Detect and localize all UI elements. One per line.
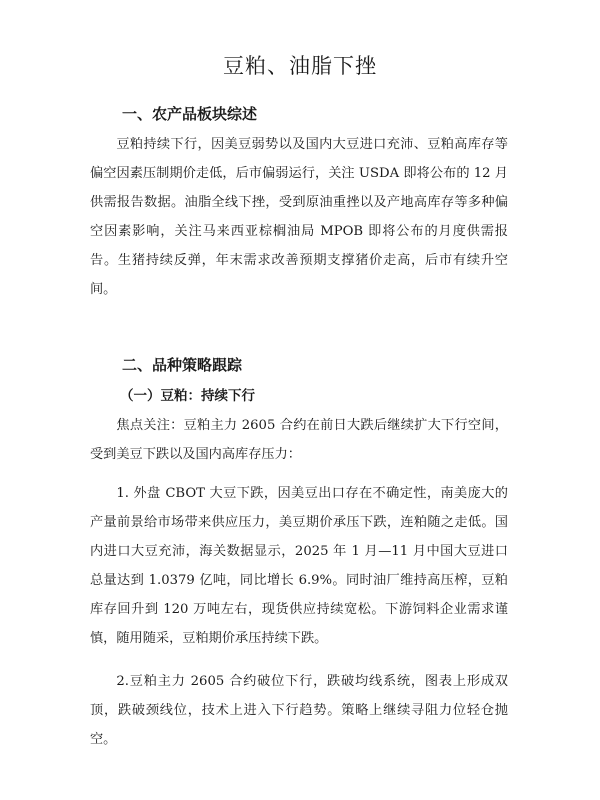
document-title: 豆粕、油脂下挫	[223, 54, 377, 78]
point-1-paragraph: 1. 外盘 CBOT 大豆下跌，因美豆出口存在不确定性，南美庞大的产量前景给市场带来供应压力，美豆期价承压下跌，连粕随之走低。国内进口大豆充沛，海关数据显示，2025 年 1 月—11 月中国大豆进口总量达到 1.0379 亿吨，同比增长 6.9%。同时油厂维持高压榨，豆粕库存回升到 120 万吨左右，现货供应持续宽松。下游饲料企业需求谨慎，随用随采，豆粕期价承压持续下跌。	[90, 486, 508, 646]
overview-paragraph: 豆粕持续下行，因美豆弱势以及国内大豆进口充沛、豆粕高库存等偏空因素压制期价走低，后市偏弱运行，关注 USDA 即将公布的 12 月供需报告数据。油脂全线下挫，受到原油重挫以及产地高库存等多种偏空因素影响，关注马来西亚棕榈油局 MPOB 即将公布的月度供需报告。生猪持续反弹，年末需求改善预期支撑猪价走高，后市有续升空间。	[90, 137, 508, 297]
focus-paragraph: 焦点关注：豆粕主力 2605 合约在前日大跌后继续扩大下行空间，受到美豆下跌以及国内高库存压力：	[90, 418, 508, 462]
subsection-heading-soymeal: （一）豆粕：持续下行	[120, 388, 255, 404]
section-heading-strategy: 二、品种策略跟踪	[122, 356, 243, 374]
section-heading-overview: 一、农产品板块综述	[122, 105, 258, 123]
point-2-paragraph: 2.豆粕主力 2605 合约破位下行，跌破均线系统，图表上形成双顶，跌破颈线位，技术上进入下行趋势。策略上继续寻阻力位轻仓抛空。	[90, 674, 508, 747]
